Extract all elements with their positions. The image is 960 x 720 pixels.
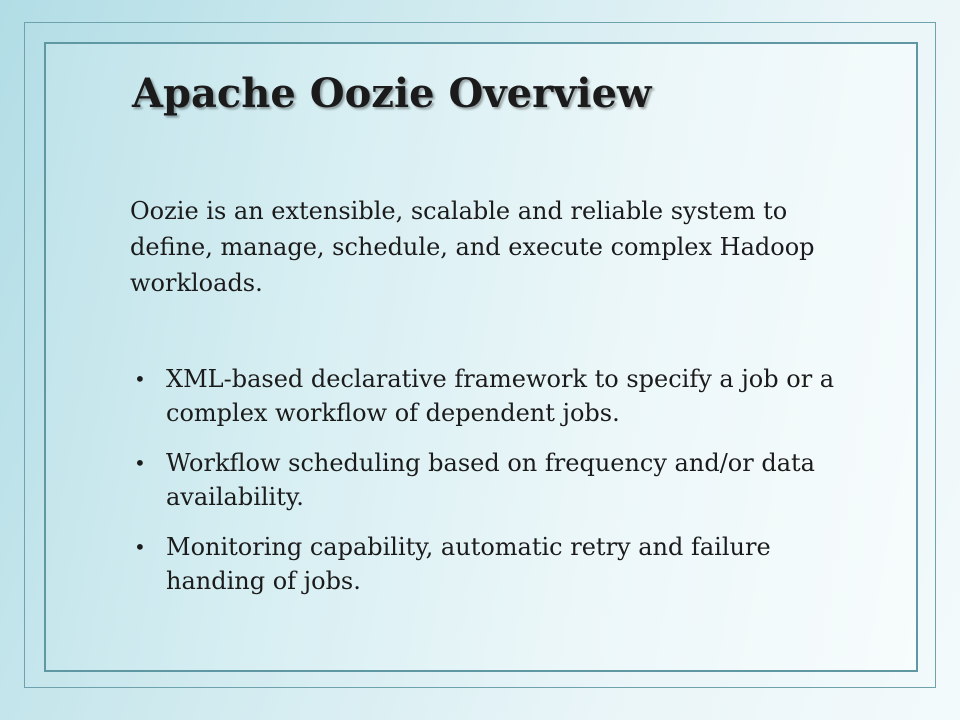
- bullet-text: Monitoring capability, automatic retry and failure handing of jobs.: [166, 533, 771, 595]
- bullet-list: [130, 362, 860, 614]
- bullet-item: [130, 362, 860, 430]
- bullet-icon: •: [134, 451, 146, 475]
- intro-paragraph: Oozie is an extensible, scalable and reliable system to define, manage, schedule, and execute complex Hadoop workloads.: [130, 197, 815, 297]
- bullet-icon: •: [134, 367, 146, 391]
- bullet-item: [130, 530, 860, 598]
- bullet-icon: •: [134, 535, 146, 559]
- slide-title: Apache Oozie Overview: [132, 70, 652, 117]
- bullet-text: XML-based declarative framework to specify a job or a complex workflow of dependent jobs.: [166, 365, 835, 427]
- bullet-text: Workflow scheduling based on frequency and/or data availability.: [166, 449, 815, 511]
- bullet-item: [130, 446, 860, 514]
